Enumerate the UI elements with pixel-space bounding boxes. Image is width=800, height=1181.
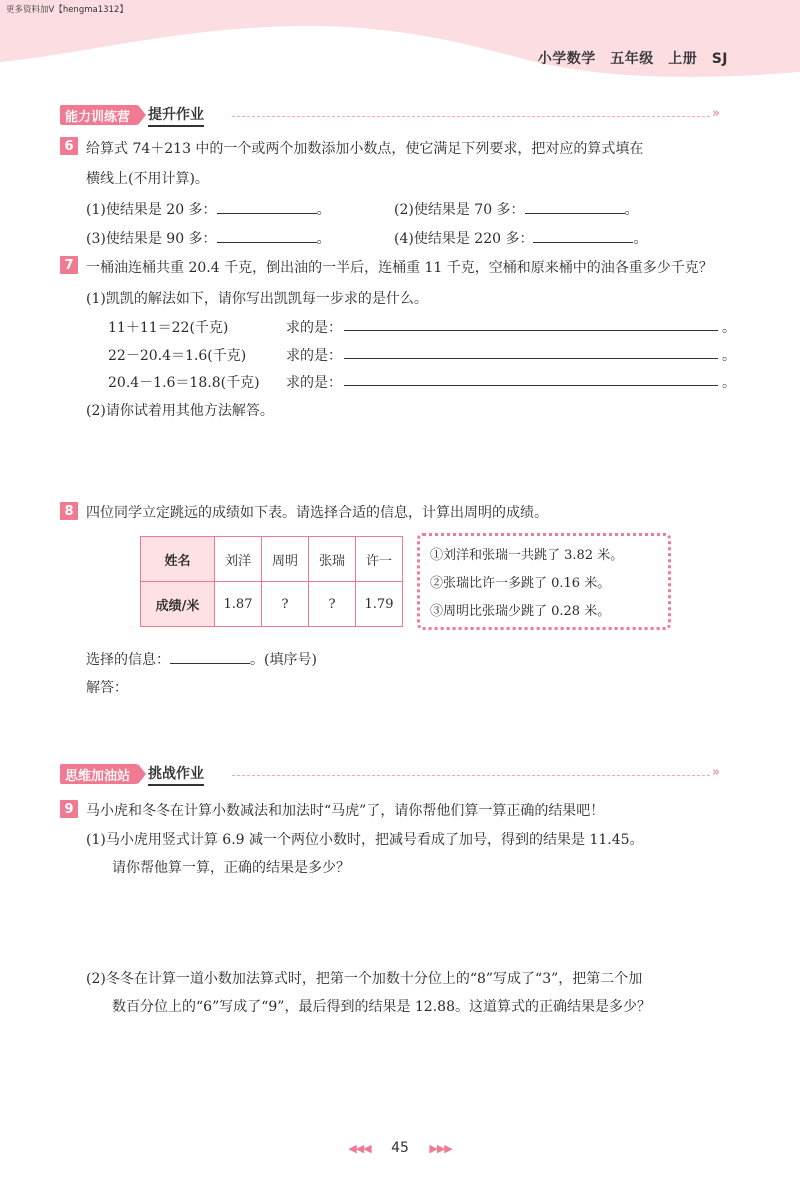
sub-question-text: (2)冬冬在计算一道小数加法算式时，把第一个加数十分位上的“8”写成了“3”，把第二个加	[86, 971, 643, 987]
page-footer	[0, 1140, 800, 1156]
question-number: 8	[60, 502, 78, 520]
table-header-cell: 成绩/米	[141, 582, 215, 627]
choose-label: 选择的信息：	[86, 652, 170, 668]
sub-question-text: (2)请你试着用其他方法解答。	[86, 403, 274, 419]
answer-label: 解答：	[86, 680, 128, 696]
sub-question	[86, 199, 331, 219]
equation: 20.4－1.6＝18.8(千克)	[108, 375, 260, 391]
info-item: ③周明比张瑞少跳了 0.28 米。	[430, 604, 611, 619]
table-cell: ?	[262, 582, 309, 627]
scores-table	[140, 536, 403, 627]
double-chevron-right-icon: »	[712, 106, 720, 121]
book-subject: 小学数学 五年级 上册 SJ	[537, 51, 728, 67]
sub-question-text: (1)凯凯的解法如下，请你写出凯凯每一步求的是什么。	[86, 291, 428, 307]
answer-line[interactable]	[344, 385, 718, 386]
period: 。	[722, 320, 736, 336]
info-item: ①刘洋和张瑞一共跳了 3.82 米。	[430, 548, 624, 563]
tab-notch-shape	[138, 764, 146, 784]
table-cell: 1.87	[215, 582, 262, 627]
table-row	[141, 582, 403, 627]
ask-label: 求的是：	[286, 320, 342, 336]
section-tab-ability	[60, 104, 204, 126]
section-tab-thinking	[60, 763, 204, 785]
triangle-right-icon: ▶▶▶	[429, 1142, 452, 1155]
choose-tail: 。(填序号)	[250, 652, 317, 668]
table-cell: 张瑞	[309, 537, 356, 582]
answer-blank[interactable]	[170, 652, 250, 664]
sub-question-text: (2)使结果是 70 多：	[394, 202, 525, 218]
question-text: 横线上(不用计算)。	[86, 171, 209, 187]
section-divider	[232, 116, 710, 117]
answer-blank[interactable]	[533, 231, 633, 243]
sub-question	[394, 199, 639, 219]
sub-question-text: 请你帮他算一算，正确的结果是多少？	[112, 860, 350, 876]
table-cell: 周明	[262, 537, 309, 582]
equation: 11＋11＝22(千克)	[108, 320, 229, 336]
triangle-left-icon: ◀◀◀	[348, 1142, 371, 1155]
answer-line[interactable]	[344, 330, 718, 331]
period: 。	[624, 202, 639, 218]
sub-question-text: 数百分位上的“6”写成了“9”，最后得到的结果是 12.88。这道算式的正确结果是多少？	[112, 999, 651, 1015]
question-text: 一桶油连桶共重 20.4 千克，倒出油的一半后，连桶重 11 千克，空桶和原来桶中的油各重多少千克？	[86, 260, 713, 276]
period: 。	[633, 231, 648, 247]
question-text: 四位同学立定跳远的成绩如下表。请选择合适的信息，计算出周明的成绩。	[86, 505, 548, 521]
info-item: ②张瑞比许一多跳了 0.16 米。	[430, 576, 611, 591]
question-text: 给算式 74＋213 中的一个或两个加数添加小数点，使它满足下列要求，把对应的算式填在	[86, 141, 644, 157]
table-header-cell: 姓名	[141, 537, 215, 582]
answer-blank[interactable]	[525, 202, 625, 214]
question-number: 9	[60, 800, 78, 818]
info-box	[417, 533, 671, 630]
question-number: 7	[60, 256, 78, 274]
question-text: 马小虎和冬冬在计算小数减法和加法时“马虎”了，请你帮他们算一算正确的结果吧！	[86, 803, 605, 819]
table-row	[141, 537, 403, 582]
period: 。	[722, 348, 736, 364]
page-number: 45	[391, 1140, 409, 1156]
section-divider	[232, 775, 710, 776]
sub-question-text: (1)马小虎用竖式计算 6.9 减一个两位小数时，把减号看成了加号，得到的结果是 11.45。	[86, 832, 644, 848]
table-cell: 许一	[356, 537, 403, 582]
ask-label: 求的是：	[286, 348, 342, 364]
answer-line[interactable]	[344, 358, 718, 359]
question-number: 6	[60, 137, 78, 155]
answer-blank[interactable]	[217, 202, 317, 214]
table-cell: ?	[309, 582, 356, 627]
sub-question-text: (3)使结果是 90 多：	[86, 231, 217, 247]
section-badge: 思维加油站	[60, 764, 138, 784]
sub-question	[86, 228, 331, 248]
sub-question-text: (4)使结果是 220 多：	[394, 231, 534, 247]
answer-blank[interactable]	[217, 231, 317, 243]
period: 。	[316, 231, 331, 247]
double-chevron-right-icon: »	[712, 765, 720, 780]
equation: 22－20.4＝1.6(千克)	[108, 348, 247, 364]
table-cell: 刘洋	[215, 537, 262, 582]
sub-question-text: (1)使结果是 20 多：	[86, 202, 217, 218]
watermark-text: 更多资料加V【hengma1312】	[6, 5, 128, 15]
ask-label: 求的是：	[286, 375, 342, 391]
period: 。	[722, 375, 736, 391]
period: 。	[316, 202, 331, 218]
section-label: 挑战作业	[148, 763, 204, 786]
section-badge: 能力训练营	[60, 105, 138, 125]
section-label: 提升作业	[148, 104, 204, 127]
sub-question	[394, 228, 647, 248]
choose-info-line	[86, 649, 317, 669]
table-cell: 1.79	[356, 582, 403, 627]
tab-notch-shape	[138, 105, 146, 125]
